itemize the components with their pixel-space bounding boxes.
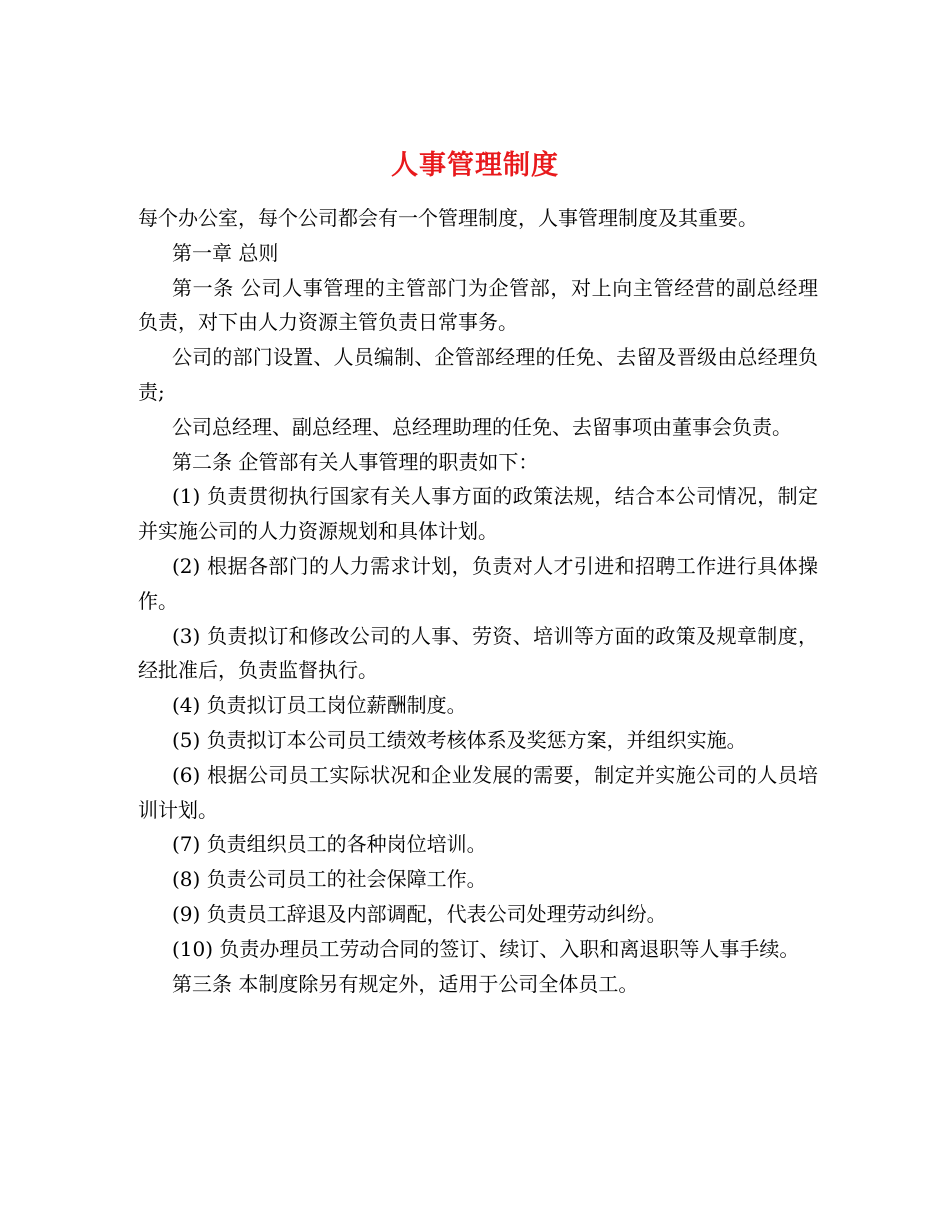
- article-1-paragraph: 第一条 公司人事管理的主管部门为企管部，对上向主管经营的副总经理负责，对下由人力资源主管负责日常事务。: [138, 275, 818, 335]
- document-title: 人事管理制度: [391, 150, 559, 182]
- intro-paragraph: 每个办公室，每个公司都会有一个管理制度，人事管理制度及其重要。: [138, 206, 758, 230]
- article-1-subparagraph-1: 公司的部门设置、人员编制、企管部经理的任免、去留及晋级由总经理负责;: [138, 345, 818, 404]
- duty-item-8: (8) 负责公司员工的社会保障工作。: [172, 867, 487, 892]
- duty-item-4: (4) 负责拟订员工岗位薪酬制度。: [172, 693, 467, 718]
- duty-item-2: (2) 根据各部门的人力需求计划，负责对人才引进和招聘工作进行具体操作。: [138, 553, 818, 613]
- duty-item-6: (6) 根据公司员工实际状况和企业发展的需要，制定并实施公司的人员培训计划。: [138, 762, 818, 822]
- article-1-subparagraph-2: 公司总经理、副总经理、总经理助理的任免、去留事项由董事会负责。: [172, 414, 792, 439]
- duty-item-7: (7) 负责组织员工的各种岗位培训。: [172, 832, 487, 857]
- document-body: [138, 201, 818, 1001]
- duty-item-1: (1) 负责贯彻执行国家有关人事方面的政策法规，结合本公司情况，制定并实施公司的人力资源规划和具体计划。: [138, 484, 818, 544]
- article-3-paragraph: 第三条 本制度除另有规定外，适用于公司全体员工。: [172, 971, 639, 996]
- duty-item-10: (10) 负责办理员工劳动合同的签订、续订、入职和离退职等人事手续。: [172, 936, 800, 961]
- duty-item-5: (5) 负责拟订本公司员工绩效考核体系及奖惩方案，并组织实施。: [172, 727, 747, 752]
- chapter-heading: 第一章 总则: [172, 240, 279, 265]
- article-2-paragraph: 第二条 企管部有关人事管理的职责如下：: [172, 449, 539, 474]
- duty-item-9: (9) 负责员工辞退及内部调配，代表公司处理劳动纠纷。: [172, 901, 667, 926]
- duty-item-3: (3) 负责拟订和修改公司的人事、劳资、培训等方面的政策及规章制度，经批准后，负责监督执行。: [138, 623, 818, 683]
